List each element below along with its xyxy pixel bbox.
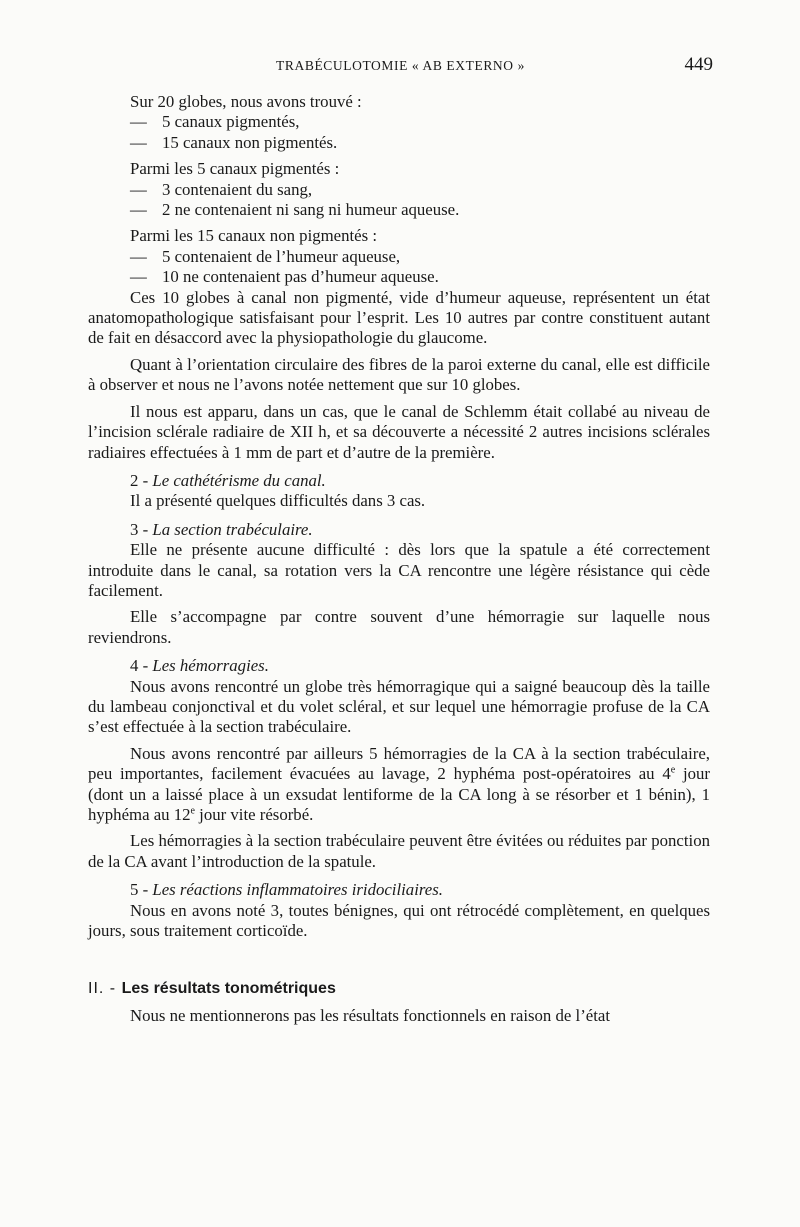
subsection-3-heading: 3 - La section trabéculaire. [130, 519, 313, 539]
pigmented-item-2: — 2 ne contenaient ni sang ni humeur aqueuse. [130, 200, 460, 220]
paragraph-catheterisme: Il a présenté quelques difficultés dans 3 cas. [130, 491, 426, 511]
subsection-4-heading: 4 - Les hémorragies. [130, 656, 269, 676]
body-text [88, 92, 710, 1026]
paragraph-resultats: Nous ne mentionnerons pas les résultats fonctionnels en raison de l’état [130, 1005, 611, 1025]
paragraph-canal-collabe: Il nous est apparu, dans un cas, que le canal de Schlemm était collabé au niveau de l’incision sclérale radiaire de XII h, et sa découverte a nécessité 2 autres incisions sclérales radiaires effectuées à 1 mm de part et d’autre de la première. [88, 401, 710, 462]
paragraph-section-trabeculaire-b: Elle s’accompagne par contre souvent d’une hémorragie sur laquelle nous reviendrons. [88, 607, 710, 647]
paragraph-hemorragies-b: Nous avons rencontré par ailleurs 5 hémorragies de la CA à la section trabéculaire, peu importantes, facilement évacuées au lavage, 2 hyphéma post-opératoires au 4e jour (dont un a laissé place à un exsudat lentiforme de la CA long à se résorber et 1 bénin), 1 hyphéma au 12e jour vite résorbé. [88, 743, 710, 824]
subsection-5-heading: 5 - Les réactions inflammatoires iridociliaires. [130, 880, 443, 900]
paragraph-section-trabeculaire-a: Elle ne présente aucune difficulté : dès lors que la spatule a été correctement introduite dans le canal, sa rotation vers la CA rencontre une légère résistance qui cède facilement. [88, 540, 710, 600]
paragraph-hemorragies-c: Les hémorragies à la section trabéculaire peuvent être évitées ou réduites par ponction de la CA avant l’introduction de la spatule. [88, 831, 710, 871]
globes-item-1: — 5 canaux pigmentés, [130, 112, 300, 132]
paragraph-reactions: Nous en avons noté 3, toutes bénignes, qui ont rétrocédé complètement, en quelques jours, sous traitement corticoïde. [88, 900, 710, 941]
section-2-heading: II. - Les résultats tonométriques [88, 980, 336, 998]
pigmented-intro: Parmi les 5 canaux pigmentés : [130, 159, 340, 179]
page-number: 449 [684, 54, 713, 75]
running-title: TRABÉCULOTOMIE « AB EXTERNO » [276, 58, 525, 73]
nonpigmented-item-1: — 5 contenaient de l’humeur aqueuse, [130, 246, 401, 266]
paragraph-ces-10-globes: Ces 10 globes à canal non pigmenté, vide d’humeur aqueuse, représentent un état anatomopathologique satisfaisant pour l’esprit. Les 10 autres par contre constituent autant de fait en désaccord avec la physiopathologie du glaucome. [88, 287, 710, 348]
nonpigmented-item-2: — 10 ne contenaient pas d’humeur aqueuse. [130, 267, 439, 287]
pigmented-item-1: — 3 contenaient du sang, [130, 179, 313, 199]
paragraph-hemorragies-a: Nous avons rencontré un globe très hémorragique qui a saigné beaucoup dès la taille du lambeau conjonctival et du volet scléral, et sur lequel une hémorragie profuse de la CA s’est effectuée à la section trabéculaire. [88, 676, 710, 737]
paragraph-orientation: Quant à l’orientation circulaire des fibres de la paroi externe du canal, elle est difficile à observer et nous ne l’avons notée nettement que sur 10 globes. [88, 354, 710, 395]
globes-item-2: — 15 canaux non pigmentés. [130, 132, 338, 152]
running-header [88, 56, 713, 78]
subsection-2-heading: 2 - Le cathétérisme du canal. [130, 470, 326, 490]
nonpigmented-intro: Parmi les 15 canaux non pigmentés : [130, 226, 378, 246]
globes-intro: Sur 20 globes, nous avons trouvé : [130, 92, 362, 111]
